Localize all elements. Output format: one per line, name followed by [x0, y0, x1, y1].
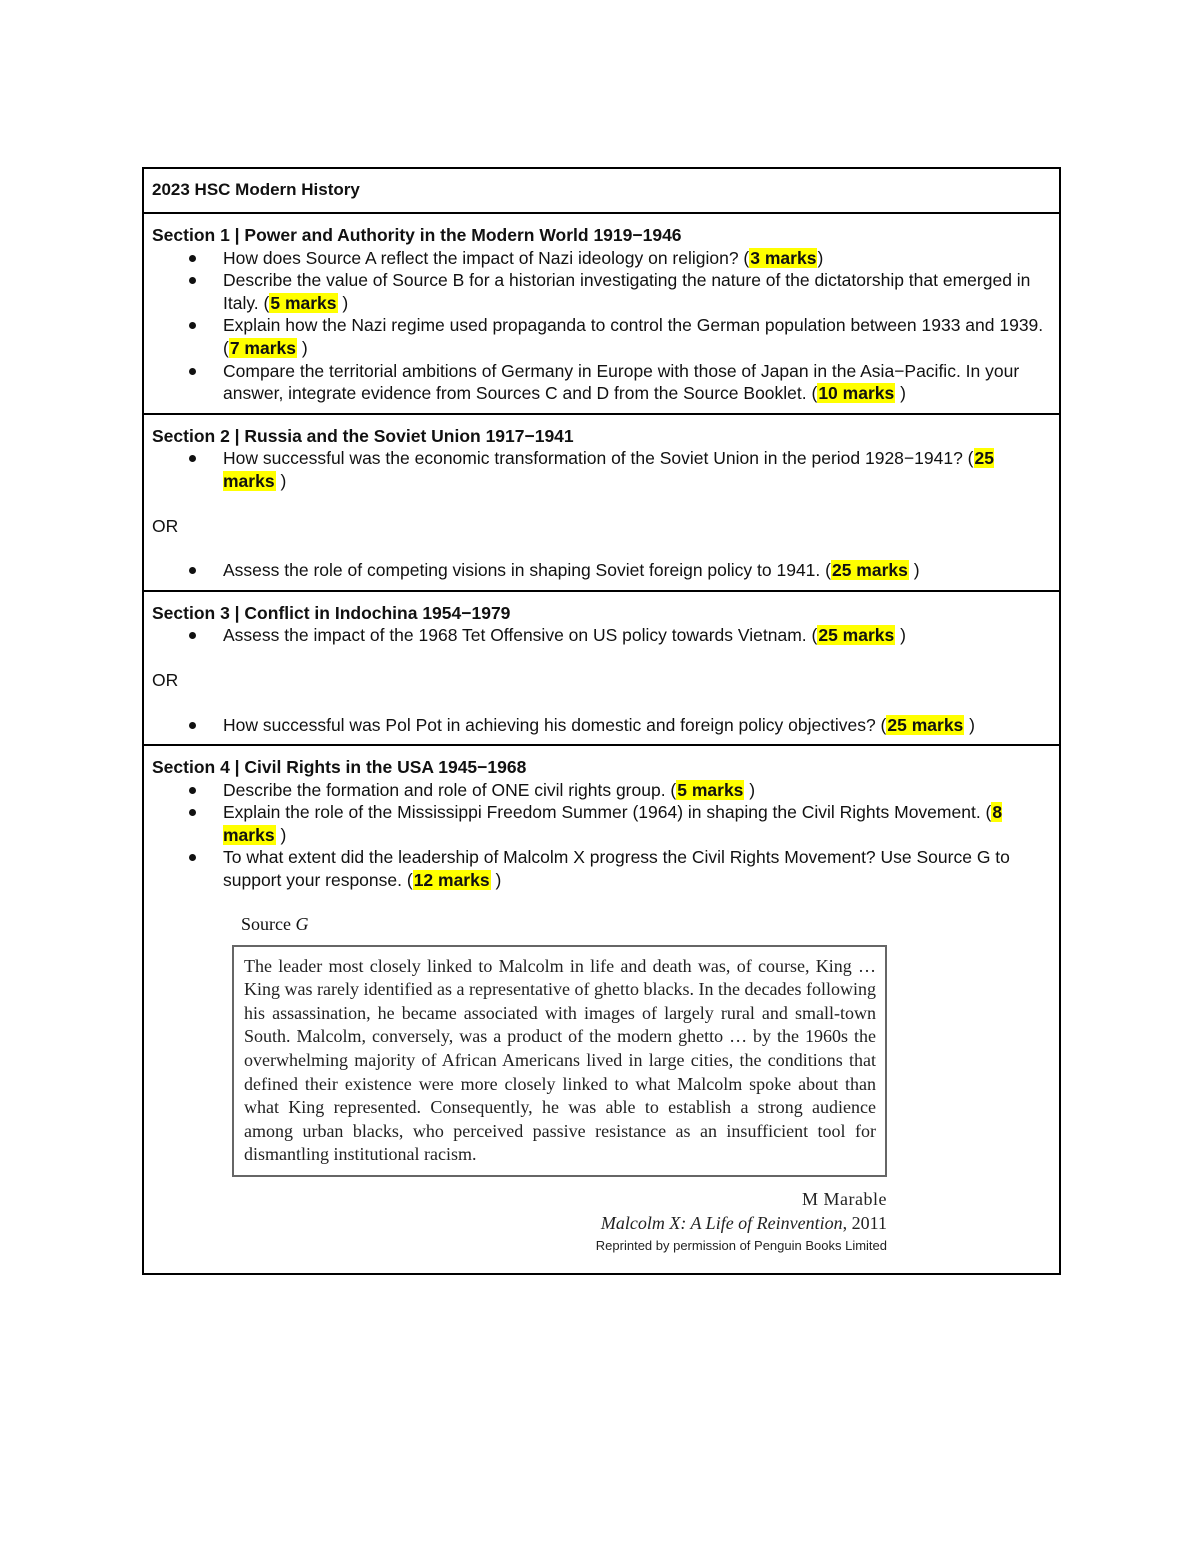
bullet-icon — [189, 567, 196, 574]
question-item: How successful was the economic transformation of the Soviet Union in the period 1928−1941? (25 marks ) — [152, 447, 1049, 492]
marks-badge: 25 marks — [887, 714, 964, 735]
question-item: How successful was Pol Pot in achieving his domestic and foreign policy objectives? (25 marks ) — [152, 714, 1049, 737]
bullet-icon — [189, 255, 196, 262]
question-item: Assess the impact of the 1968 Tet Offensive on US policy towards Vietnam. (25 marks ) — [152, 624, 1049, 647]
question-item: Assess the role of competing visions in shaping Soviet foreign policy to 1941. (25 marks ) — [152, 559, 1049, 582]
section-4 — [144, 744, 1059, 1273]
question-item: How does Source A reflect the impact of Nazi ideology on religion? (3 marks) — [152, 247, 1049, 270]
section-title: Section 2 | Russia and the Soviet Union 1917−1941 — [152, 425, 574, 446]
question-list — [152, 779, 1049, 892]
section-1 — [144, 212, 1059, 413]
marks-badge: 8 marks — [223, 802, 1003, 845]
or-divider: OR — [152, 515, 179, 536]
question-item: Describe the value of Source B for a historian investigating the nature of the dictatorship that emerged in Italy. (5 marks ) — [152, 269, 1049, 314]
question-list — [152, 247, 1049, 405]
marks-badge: 10 marks — [818, 383, 895, 404]
section-title: Section 1 | Power and Authority in the Modern World 1919−1946 — [152, 225, 682, 245]
question-list — [152, 559, 1049, 582]
section-title: Section 4 | Civil Rights in the USA 1945−1968 — [152, 757, 527, 778]
bullet-icon — [189, 787, 196, 794]
marks-badge: 25 marks — [223, 448, 994, 491]
source-book: Malcolm X: A Life of Reinvention, 2011 — [600, 1213, 887, 1233]
source-g — [232, 914, 887, 1265]
bullet-icon — [189, 455, 196, 462]
marks-badge: 5 marks — [270, 292, 337, 313]
bullet-icon — [189, 632, 196, 639]
bullet-icon — [189, 854, 196, 861]
question-item: Compare the territorial ambitions of Germany in Europe with those of Japan in the Asia−Pacific. In your answer, integrate evidence from Sources C and D from the Source Booklet. (10 marks ) — [152, 360, 1049, 405]
source-label: Source G — [241, 913, 309, 934]
marks-badge: 25 marks — [831, 560, 908, 581]
section-2 — [144, 413, 1059, 590]
marks-badge: 3 marks — [750, 247, 817, 268]
exam-table — [142, 167, 1061, 1275]
bullet-icon — [189, 322, 196, 329]
or-divider: OR — [152, 669, 179, 690]
question-item: To what extent did the leadership of Malcolm X progress the Civil Rights Movement? Use Source G to support your response. (12 marks ) — [152, 846, 1049, 891]
question-item: Explain the role of the Mississippi Freedom Summer (1964) in shaping the Civil Rights Movement. (8 marks ) — [152, 801, 1049, 846]
question-list — [152, 447, 1049, 492]
bullet-icon — [189, 722, 196, 729]
source-quote: The leader most closely linked to Malcolm in life and death was, of course, King … King was rarely identified as a representative of ghetto blacks. In the decades following his assassination, he became associated with images of largely rural and small-town South. Malcolm, conversely, was a product of the modern ghetto … by the 1960s the overwhelming majority of African Americans lived in large cities, the conditions that defined their existence were more closely linked to what Malcolm spoke about than what King represented. Consequently, he was able to establish a strong audience among urban blacks, who perceived passive resistance as an insufficient tool for dismantling institutional racism. — [232, 945, 887, 1177]
marks-badge: 7 marks — [229, 337, 296, 358]
question-list — [152, 624, 1049, 647]
marks-badge: 12 marks — [413, 870, 490, 891]
marks-badge: 5 marks — [677, 779, 744, 800]
section-3 — [144, 590, 1059, 744]
bullet-icon — [189, 277, 196, 284]
marks-badge: 25 marks — [818, 625, 895, 646]
question-list — [152, 714, 1049, 737]
source-permission: Reprinted by permission of Penguin Books Limited — [595, 1238, 887, 1253]
bullet-icon — [189, 368, 196, 375]
question-item: Explain how the Nazi regime used propaganda to control the German population between 1933 and 1939. (7 marks ) — [152, 314, 1049, 359]
section-title: Section 3 | Conflict in Indochina 1954−1979 — [152, 602, 511, 623]
bullet-icon — [189, 809, 196, 816]
question-item: Describe the formation and role of ONE civil rights group. (5 marks ) — [152, 779, 1049, 802]
document-title: 2023 HSC Modern History — [152, 180, 360, 199]
title-row — [144, 169, 1059, 212]
source-author: M Marable — [802, 1189, 887, 1209]
